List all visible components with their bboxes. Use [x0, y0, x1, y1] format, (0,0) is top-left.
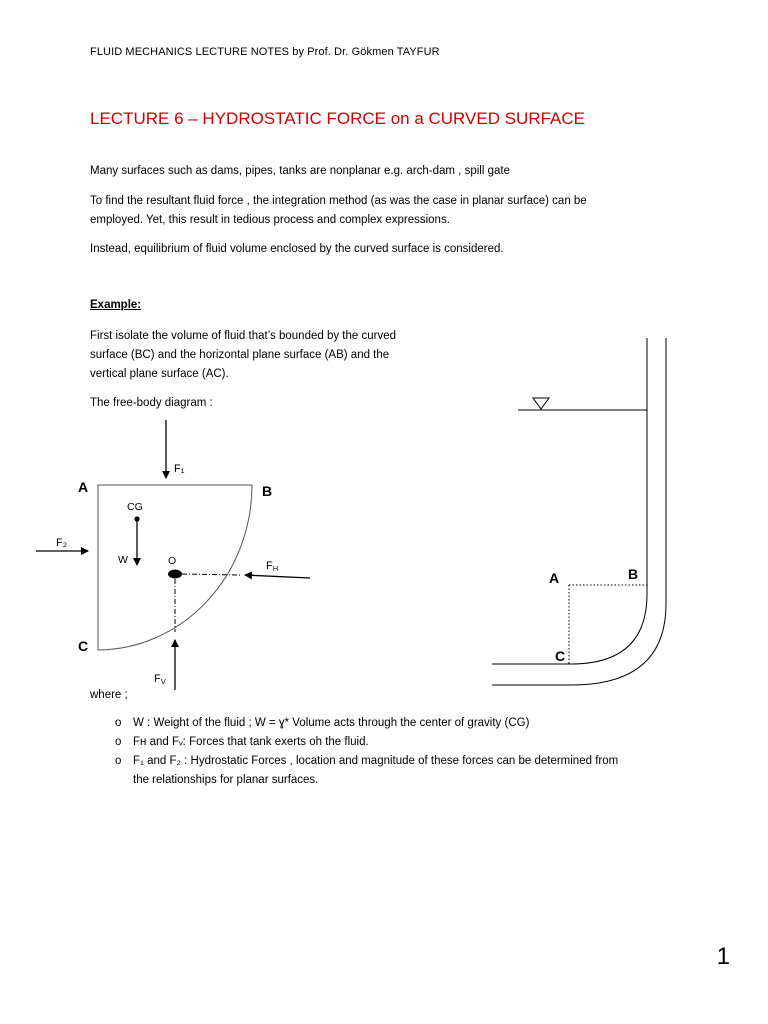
free-body-diagram: [0, 410, 340, 700]
tank-inner-wall: [492, 338, 647, 664]
horizontal-dashdot-line: [182, 574, 240, 575]
definition-item-tank-forces: [115, 733, 685, 752]
fbd-label-fv: [154, 673, 166, 686]
definition-text: the relationships for planar surfaces.: [133, 774, 319, 786]
example-heading: Example:: [90, 299, 142, 311]
definition-item-weight: [115, 714, 685, 733]
fbd-label-o: O: [168, 555, 177, 567]
definitions-list: [115, 714, 685, 790]
fbd-label-b: B: [262, 483, 273, 499]
tank-label-b: B: [628, 566, 639, 582]
example-text: [90, 327, 450, 384]
page-number: 1: [716, 943, 730, 970]
tank-label-a: A: [549, 570, 560, 586]
fbd-label-f1: F₁: [174, 463, 185, 475]
fbd-label-fv-sub: V: [160, 677, 166, 686]
fh-arrow: [245, 575, 310, 578]
definition-text: F₁ and F₂ : Hydrostatic Forces , location and magnitude of these forces can be determined from: [133, 755, 619, 767]
document-header: FLUID MECHANICS LECTURE NOTES by Prof. Dr. Gökmen TAYFUR: [90, 46, 440, 58]
free-surface-triangle-icon: [533, 398, 549, 409]
fbd-label-fh-sub: H: [272, 564, 279, 573]
fbd-caption: The free-body diagram :: [90, 397, 213, 409]
lecture-title: LECTURE 6 – HYDROSTATIC FORCE on a CURVED SURFACE: [90, 109, 585, 128]
fluid-volume-outline: [98, 485, 252, 650]
fbd-label-a: A: [78, 479, 89, 495]
tank-label-c: C: [555, 648, 566, 664]
intro-paragraph-2-line-1: To find the resultant fluid force , the integration method (as was the case in planar surface) can be: [90, 195, 587, 207]
fbd-label-w: W: [118, 554, 128, 566]
definition-text: W : Weight of the fluid ; W = ɣ* Volume acts through the center of gravity (CG): [133, 717, 530, 729]
where-label: where ;: [90, 689, 128, 701]
definition-text: Fʜ and Fᵥ: Forces that tank exerts oh the fluid.: [133, 736, 369, 748]
bullet-mark: o: [115, 717, 122, 729]
intro-paragraph-3: Instead, equilibrium of fluid volume enclosed by the curved surface is considered.: [90, 243, 504, 255]
intro-paragraph-2: [90, 192, 670, 230]
fbd-label-c: C: [78, 638, 89, 654]
fbd-label-fh: [266, 560, 278, 573]
definition-item-hydrostatic-forces: [115, 752, 685, 771]
bullet-mark: o: [115, 736, 122, 748]
intro-paragraph-2-line-2: employed. Yet, this result in tedious process and complex expressions.: [90, 214, 450, 226]
tank-outer-wall: [492, 338, 666, 685]
fbd-label-fv-letter: F: [154, 673, 161, 685]
tank-diagram: [480, 330, 680, 700]
bullet-mark: o: [115, 755, 122, 767]
example-text-line-3: vertical plane surface (AC).: [90, 368, 229, 380]
center-point-o: [168, 570, 182, 579]
fbd-label-fh-letter: F: [266, 560, 273, 572]
definition-item-continuation: [115, 771, 685, 790]
cg-point: [134, 516, 139, 521]
example-text-line-2: surface (BC) and the horizontal plane surface (AB) and the: [90, 349, 390, 361]
fbd-label-cg: CG: [127, 501, 143, 513]
intro-paragraph-1: Many surfaces such as dams, pipes, tanks are nonplanar e.g. arch-dam , spill gate: [90, 165, 510, 177]
example-text-line-1: First isolate the volume of fluid that’s bounded by the curved: [90, 330, 396, 342]
fbd-label-f2: F₂: [56, 537, 67, 549]
